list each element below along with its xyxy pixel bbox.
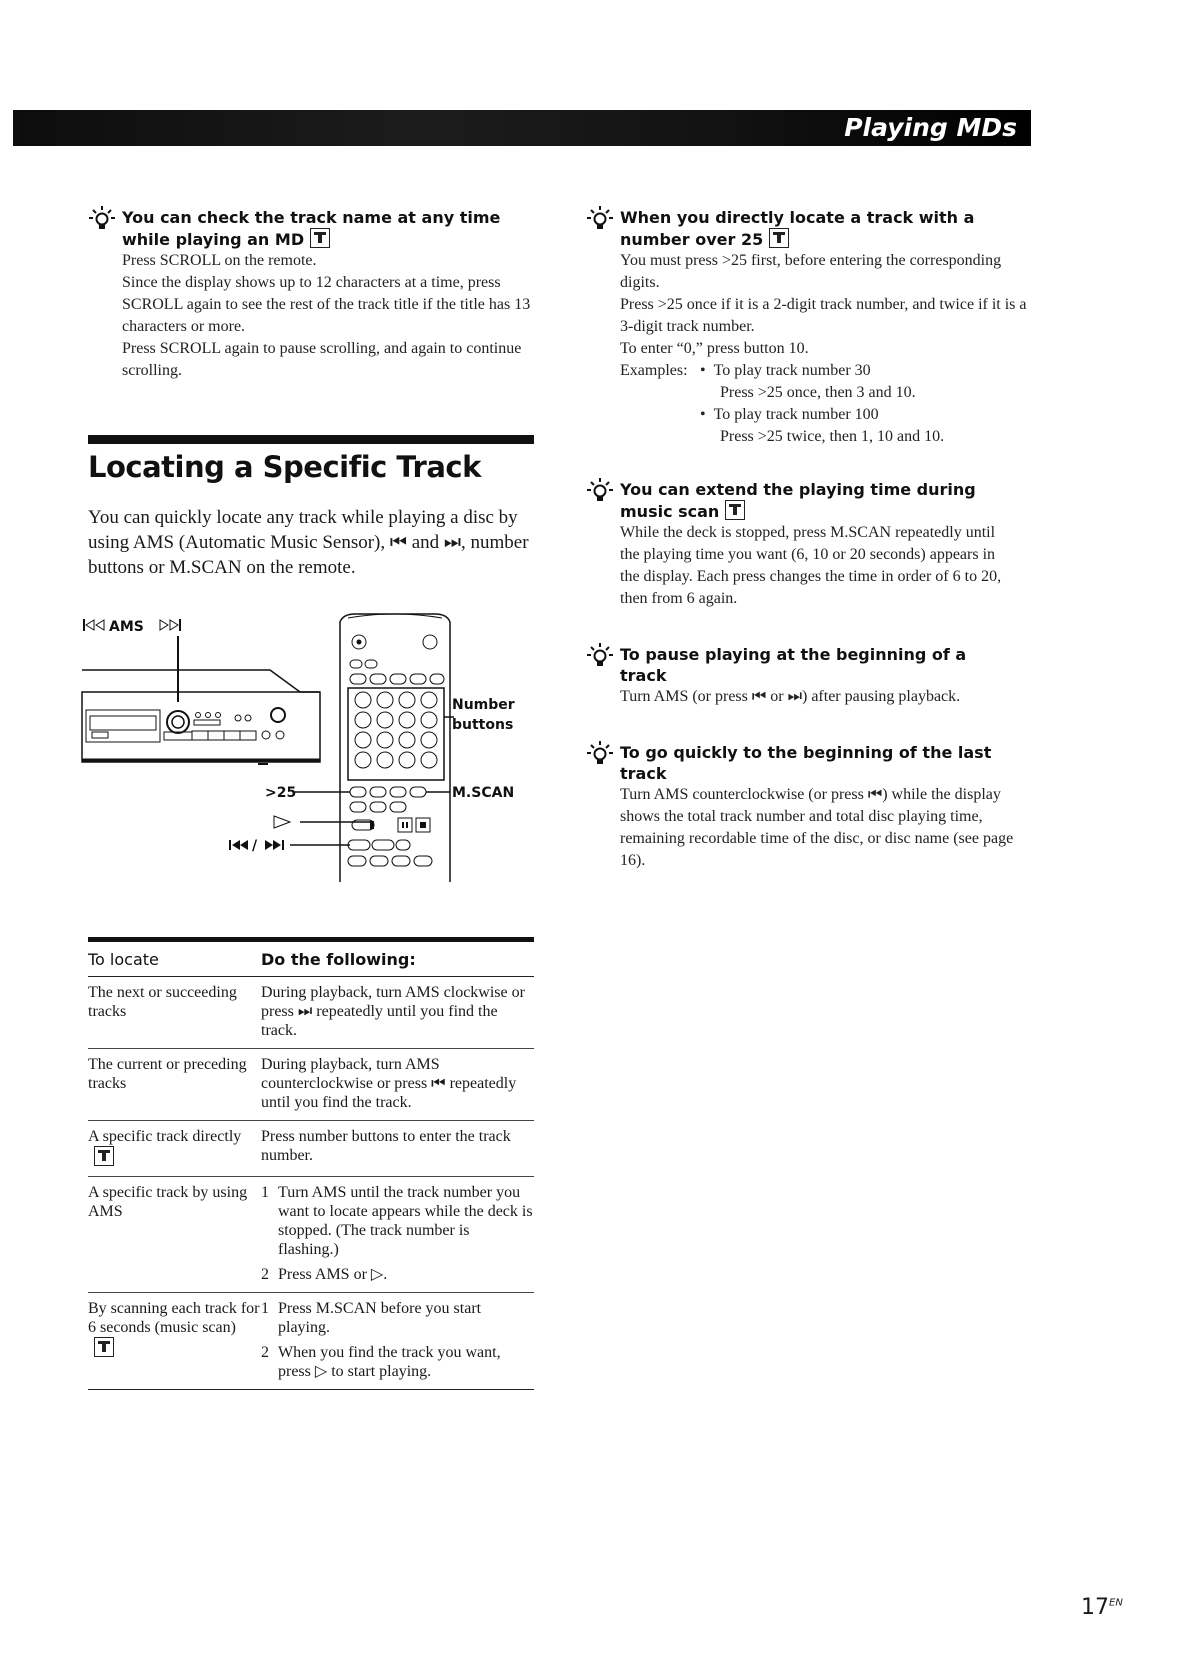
lightbulb-icon [586, 738, 616, 768]
header-do-following: Do the following: [261, 949, 416, 969]
example-title: To play track number 30 [713, 362, 871, 379]
header-to-locate: To locate [88, 949, 159, 969]
row-target: A specific track by using AMS [88, 1184, 248, 1220]
section-header-title: Playing MDs [844, 113, 1017, 142]
table-row [88, 1121, 534, 1177]
skip-slash: / [252, 838, 258, 854]
section-title: Locating a Specific Track [88, 450, 481, 484]
row-action: During playback, turn AMS clockwise or press ⏭ repeatedly until you find the track. [261, 984, 525, 1039]
example-action: Press >25 twice, then 1, 10 and 10. [720, 428, 945, 445]
row-action: Press number buttons to enter the track number. [261, 1128, 511, 1164]
row-steps [261, 1299, 534, 1381]
remote-icon [725, 500, 745, 520]
tip-line: Turn AMS counterclockwise (or press ⏮) while the display shows the total track number and total disc playing time, remaining recordable time of the disc, or disc name (see page 16). [620, 786, 1014, 869]
remote-icon [94, 1146, 114, 1166]
row-action: During playback, turn AMS counterclockwise or press ⏮ repeatedly until you find the track. [261, 1056, 517, 1111]
tip-title: To go quickly to the beginning of the last track [620, 743, 992, 783]
page-number: $17^{EN}$ [1081, 1595, 1123, 1620]
tip-music-scan [586, 479, 1016, 610]
tip-title: When you directly locate a track with a number over 25 [620, 208, 975, 249]
examples: Examples: • To play track number 30 Press >25 once, then 3 and 10. • To play track number 100 Press >25 twice, then 1, 10 and 10. [620, 360, 1036, 448]
tip-line: Turn AMS (or press ⏮ or ⏭) after pausing playback. [620, 688, 961, 705]
number-buttons-label-1: Number [452, 697, 515, 713]
remote-icon [310, 228, 330, 248]
locate-table [88, 937, 534, 1390]
lightbulb-icon [586, 203, 616, 233]
row-target: The next or succeeding tracks [88, 984, 237, 1020]
page-suffix: EN [1109, 1597, 1123, 1609]
tip-track-name [88, 207, 548, 382]
tip-title: You can extend the playing time during music scan [620, 480, 976, 521]
table-row [88, 977, 534, 1049]
lightbulb-icon [88, 203, 118, 233]
example-title: To play track number 100 [713, 406, 879, 423]
lightbulb-icon [586, 475, 616, 505]
row-steps [261, 1183, 534, 1284]
row-target: By scanning each track for 6 seconds (music scan) [88, 1300, 260, 1336]
examples-label: Examples: [620, 362, 688, 379]
example-action: Press >25 once, then 3 and 10. [720, 384, 916, 401]
remote-icon [94, 1337, 114, 1357]
tip-last-track [586, 742, 1016, 872]
number-buttons-label-2: buttons [452, 717, 514, 733]
remote-icon [769, 228, 789, 248]
table-row [88, 1293, 534, 1390]
tip-title: To pause playing at the beginning of a track [620, 645, 967, 685]
tip-title: You can check the track name at any time while playing an MD [122, 208, 501, 249]
tip-line: To enter “0,” press button 10. [620, 340, 809, 357]
table-row [88, 1049, 534, 1121]
step-item: 1 Turn AMS until the track number you want to locate appears while the deck is stopped. (The track number is flashing.) [261, 1184, 533, 1258]
play-icon [274, 816, 290, 828]
row-target-wrap [88, 1299, 261, 1381]
tip-line: Press SCROLL on the remote. [122, 252, 317, 269]
deck-remote-diagram [80, 612, 550, 882]
row-target-wrap [88, 1127, 261, 1168]
remote-control [340, 614, 450, 882]
over25-label: >25 [265, 785, 297, 801]
table-header [88, 942, 534, 977]
tip-over-25 [586, 207, 1036, 448]
tip-line: Press >25 once if it is a 2-digit track number, and twice if it is a 3-digit track number. [620, 296, 1027, 335]
mscan-label: M.SCAN [452, 785, 515, 801]
lightbulb-icon [586, 640, 616, 670]
md-deck [82, 670, 320, 764]
section-rule [88, 435, 534, 444]
tip-line: Since the display shows up to 12 characters at a time, press SCROLL again to see the rest of the track title if the title has 13 characters or more. [122, 274, 531, 335]
step-item: 2 Press AMS or ▷. [261, 1266, 388, 1283]
section-header-bar [13, 110, 1031, 146]
tip-line: You must press >25 first, before entering the corresponding digits. [620, 252, 1002, 291]
ams-label: AMS [109, 619, 144, 635]
tip-line: While the deck is stopped, press M.SCAN repeatedly until the playing time you want (6, 10 or 20 seconds) appears in the display. Each press changes the time in order of 6 to 20, then from 6 again. [620, 524, 1002, 607]
tip-line: Press SCROLL again to pause scrolling, and again to continue scrolling. [122, 340, 522, 379]
step-item: 2 When you find the track you want, press ▷ to start playing. [261, 1344, 501, 1380]
step-item: 1 Press M.SCAN before you start playing. [261, 1300, 482, 1336]
row-target: A specific track directly [88, 1128, 242, 1145]
tip-pause-beginning [586, 644, 1016, 708]
table-row [88, 1177, 534, 1293]
row-target: The current or preceding tracks [88, 1056, 247, 1092]
section-intro: You can quickly locate any track while playing a disc by using AMS (Automatic Music Sensor), ⏮ and ⏭, number buttons or M.SCAN on the remote. [88, 507, 529, 578]
